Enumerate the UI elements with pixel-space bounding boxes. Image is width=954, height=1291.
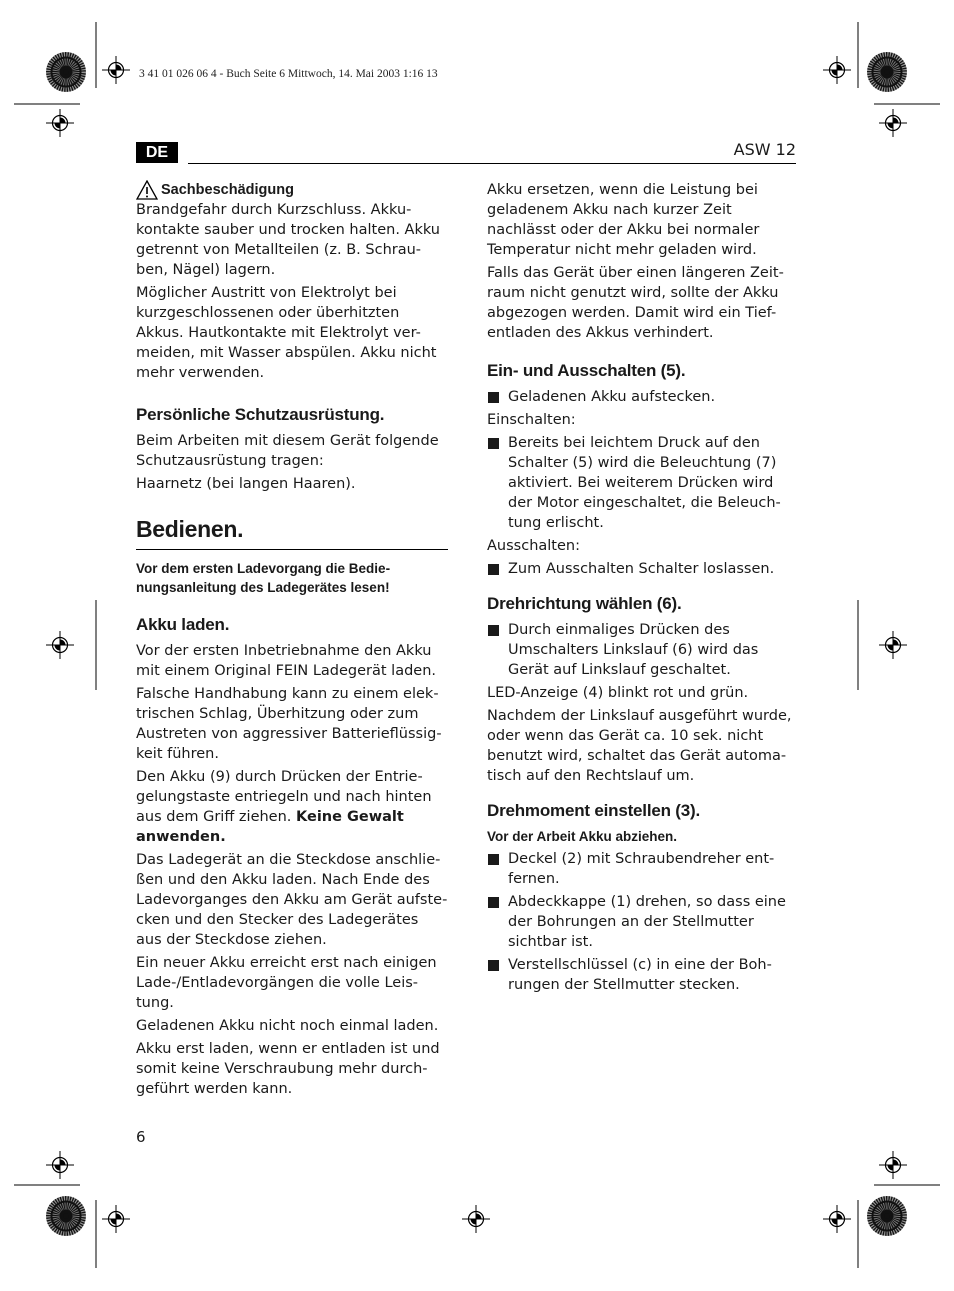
language-badge: DE <box>136 142 178 163</box>
bullet-square-icon <box>488 854 499 865</box>
print-job-line: 3 41 01 026 06 4 - Buch Seite 6 Mittwoch, 14. Mai 2003 1:16 13 <box>139 68 438 80</box>
header-rule <box>188 163 796 164</box>
paragraph: Möglicher Austritt von Elektrolyt bei kurzgeschlossenen oder überhitzten Akkus. Hautkontakte mit Elektrolyt ver-meiden, mit Wasser abspülen. Akku nicht mehr verwenden. <box>136 285 437 381</box>
bullet-text: Deckel (2) mit Schraubendreher ent-fernen. <box>508 851 775 887</box>
bullet-text: Bereits bei leichtem Druck auf den Schalter (5) wird die Beleuchtung (7) aktiviert. Bei weiterem Drücken wird der Motor eingeschaltet, die Beleuch-tung erlischt. <box>508 435 781 531</box>
warning-triangle-icon <box>136 180 158 200</box>
paragraph: Ein neuer Akku erreicht erst nach einigen Lade-/Entladevorgängen die volle Leis-tung. <box>136 955 437 1011</box>
bullet-item <box>487 559 799 579</box>
paragraph: Geladenen Akku nicht noch einmal laden. <box>136 1018 439 1034</box>
paragraph: Falls das Gerät über einen längeren Zeit-raum nicht genutzt wird, sollte der Akku abgezogen werden. Damit wird ein Tief-entladen des Akkus verhindert. <box>487 265 784 341</box>
paragraph: Akku ersetzen, wenn die Leistung bei geladenem Akku nach kurzer Zeit nachlässt oder der Akku bei normaler Temperatur nicht mehr geladen wird. <box>487 182 760 258</box>
chapter-heading-bedienen: Bedienen. <box>136 516 244 542</box>
registration-mark-icon <box>102 56 130 84</box>
paragraph-text: Den Akku (9) durch Drücken der Entrie-gelungstaste entriegeln und nach hinten aus dem Griff ziehen. <box>136 769 432 825</box>
bullet-square-icon <box>488 564 499 575</box>
bullet-text: Durch einmaliges Drücken des Umschalters Linkslauf (6) wird das Gerät auf Linkslauf geschaltet. <box>508 622 759 678</box>
paragraph: Falsche Handhabung kann zu einem elek-trischen Schlag, Überhitzung oder zum Austreten von aggressiver Batterieflüssig-keit führen. <box>136 686 442 762</box>
bold-emphasis: Keine Gewalt anwenden. <box>136 809 404 845</box>
bullet-item <box>487 387 799 407</box>
right-column <box>487 180 799 998</box>
bold-note: Vor dem ersten Ladevorgang die Bedie-nungsanleitung des Ladegerätes lesen! <box>136 561 391 595</box>
warning-heading <box>136 180 448 200</box>
section-heading-drehrichtung: Drehrichtung wählen (6). <box>487 594 682 613</box>
label: Einschalten: <box>487 412 576 428</box>
bullet-item <box>487 433 799 533</box>
bullet-text: Zum Ausschalten Schalter loslassen. <box>508 561 775 577</box>
section-heading-akku-laden: Akku laden. <box>136 615 230 634</box>
bullet-item <box>487 849 799 889</box>
paragraph <box>136 767 448 847</box>
section-heading-ein-ausschalten: Ein- und Ausschalten (5). <box>487 361 686 380</box>
left-column <box>136 180 448 1102</box>
paragraph: LED-Anzeige (4) blinkt rot und grün. <box>487 685 749 701</box>
bullet-square-icon <box>488 897 499 908</box>
bold-note: Vor der Arbeit Akku abziehen. <box>487 829 678 844</box>
bullet-item <box>487 892 799 952</box>
bullet-square-icon <box>488 438 499 449</box>
section-heading-psa: Persönliche Schutzausrüstung. <box>136 405 385 424</box>
paragraph: Beim Arbeiten mit diesem Gerät folgende Schutzausrüstung tragen: <box>136 433 439 469</box>
paragraph: Nachdem der Linkslauf ausgeführt wurde, oder wenn das Gerät ca. 10 sek. nicht benutzt wird, schaltet das Gerät automa-tisch auf den Rechtslauf um. <box>487 708 792 784</box>
paragraph: Das Ladegerät an die Steckdose anschlie-ßen und den Akku laden. Nach Ende des Ladevorganges den Akku am Gerät aufste-cken und den Stecker des Ladegerätes aus der Steckdose ziehen. <box>136 852 448 948</box>
bullet-text: Geladenen Akku aufstecken. <box>508 389 716 405</box>
label: Ausschalten: <box>487 538 580 554</box>
bullet-square-icon <box>488 625 499 636</box>
section-heading-drehmoment: Drehmoment einstellen (3). <box>487 801 701 820</box>
bullet-text: Abdeckkappe (1) drehen, so dass eine der Bohrungen an der Stellmutter sichtbar ist. <box>508 894 786 950</box>
paragraph: Haarnetz (bei langen Haaren). <box>136 476 356 492</box>
bullet-item <box>487 955 799 995</box>
model-name: ASW 12 <box>733 140 796 159</box>
chapter-rule <box>136 549 448 550</box>
warning-title: Sachbeschädigung <box>161 182 294 198</box>
bullet-text: Verstellschlüssel (c) in eine der Boh-rungen der Stellmutter stecken. <box>508 957 772 993</box>
paragraph: Akku erst laden, wenn er entladen ist und somit keine Verschraubung mehr durch-geführt werden kann. <box>136 1041 440 1097</box>
bullet-square-icon <box>488 392 499 403</box>
paragraph: Vor der ersten Inbetriebnahme den Akku mit einem Original FEIN Ladegerät laden. <box>136 643 437 679</box>
bullet-item <box>487 620 799 680</box>
bullet-square-icon <box>488 960 499 971</box>
paragraph: Brandgefahr durch Kurzschluss. Akku-kontakte sauber und trocken halten. Akku getrennt von Metallteilen (z. B. Schrau-ben, Nägel) lagern. <box>136 202 440 278</box>
page-number: 6 <box>136 1128 146 1146</box>
